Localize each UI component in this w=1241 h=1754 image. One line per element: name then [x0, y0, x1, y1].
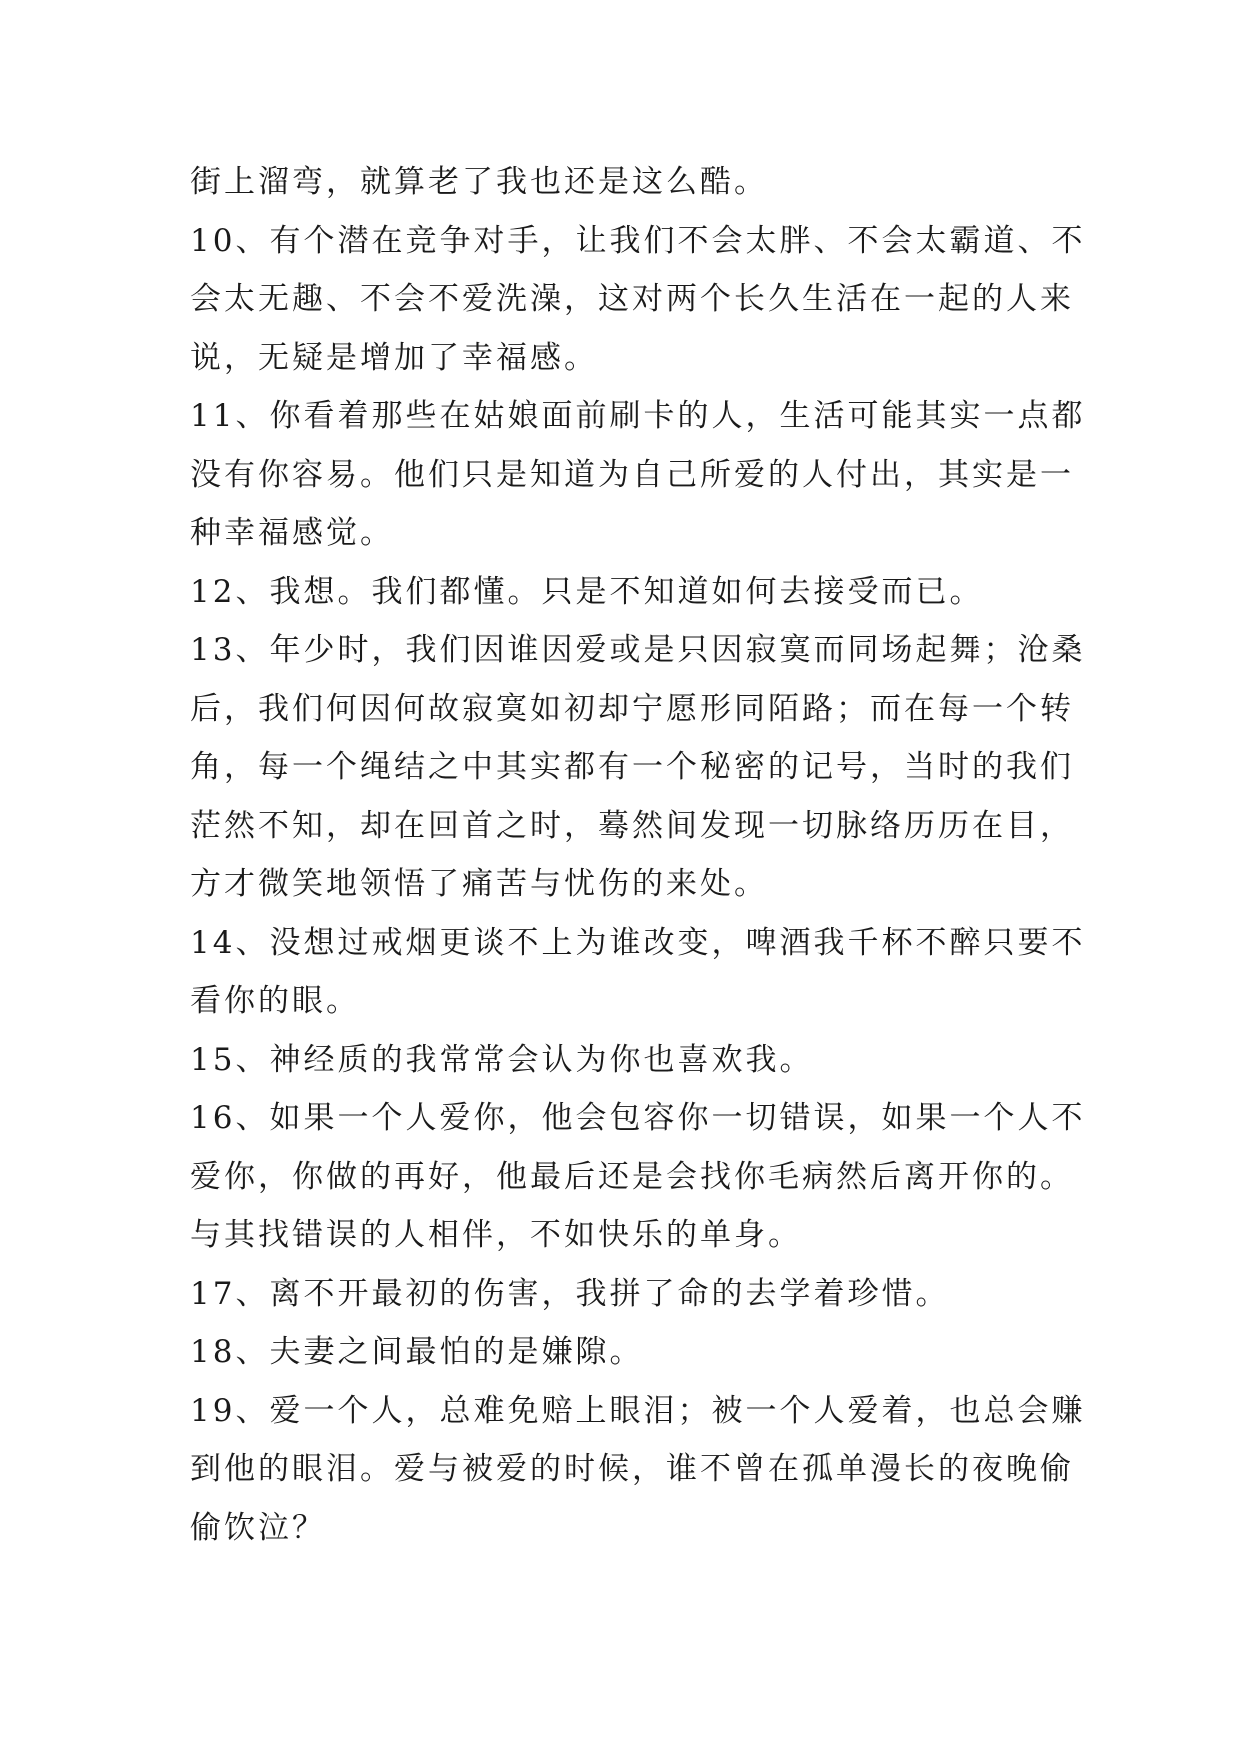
- text-line: 偷饮泣？: [190, 1509, 326, 1546]
- text-line: 18、夫妻之间最怕的是嫌隙。: [190, 1334, 644, 1370]
- text-line: 15、神经质的我常常会认为你也喜欢我。: [190, 1041, 814, 1078]
- text-line: 没有你容易。他们只是知道为自己所爱的人付出，其实是一: [190, 456, 1074, 493]
- text-line: 街上溜弯，就算老了我也还是这么酷。: [190, 164, 768, 200]
- text-line: 与其找错误的人相伴，不如快乐的单身。: [190, 1217, 802, 1253]
- text-line: 会太无趣、不会不爱洗澡，这对两个长久生活在一起的人来: [190, 281, 1074, 317]
- text-line: 后，我们何因何故寂寞如初却宁愿形同陌路；而在每一个转: [190, 690, 1074, 727]
- text-line: 12、我想。我们都懂。只是不知道如何去接受而已。: [190, 573, 984, 610]
- text-line: 13、年少时，我们因谁因爱或是只因寂寞而同场起舞；沧桑: [190, 632, 1086, 668]
- text-line: 说，无疑是增加了幸福感。: [190, 339, 598, 376]
- text-line: 14、没想过戒烟更谈不上为谁改变，啤酒我千杯不醉只要不: [190, 924, 1086, 961]
- text-line: 方才微笑地领悟了痛苦与忧伤的来处。: [190, 866, 768, 902]
- text-line: 爱你，你做的再好，他最后还是会找你毛病然后离开你的。: [190, 1158, 1074, 1195]
- text-line: 种幸福感觉。: [190, 515, 394, 551]
- body-text: [190, 153, 1086, 1557]
- text-line: 16、如果一个人爱你，他会包容你一切错误，如果一个人不: [190, 1100, 1086, 1136]
- text-line: 看你的眼。: [190, 983, 360, 1019]
- text-line: 茫然不知，却在回首之时，蓦然间发现一切脉络历历在目，: [190, 807, 1074, 844]
- text-line: 17、离不开最初的伤害，我拼了命的去学着珍惜。: [190, 1275, 950, 1312]
- text-line: 10、有个潜在竞争对手，让我们不会太胖、不会太霸道、不: [190, 222, 1086, 259]
- text-line: 11、你看着那些在姑娘面前刷卡的人，生活可能其实一点都: [190, 398, 1086, 434]
- text-line: 角，每一个绳结之中其实都有一个秘密的记号，当时的我们: [190, 749, 1074, 785]
- text-line: 19、爱一个人，总难免赔上眼泪；被一个人爱着，也总会赚: [190, 1392, 1086, 1429]
- text-line: 到他的眼泪。爱与被爱的时候，谁不曾在孤单漫长的夜晚偷: [190, 1451, 1074, 1487]
